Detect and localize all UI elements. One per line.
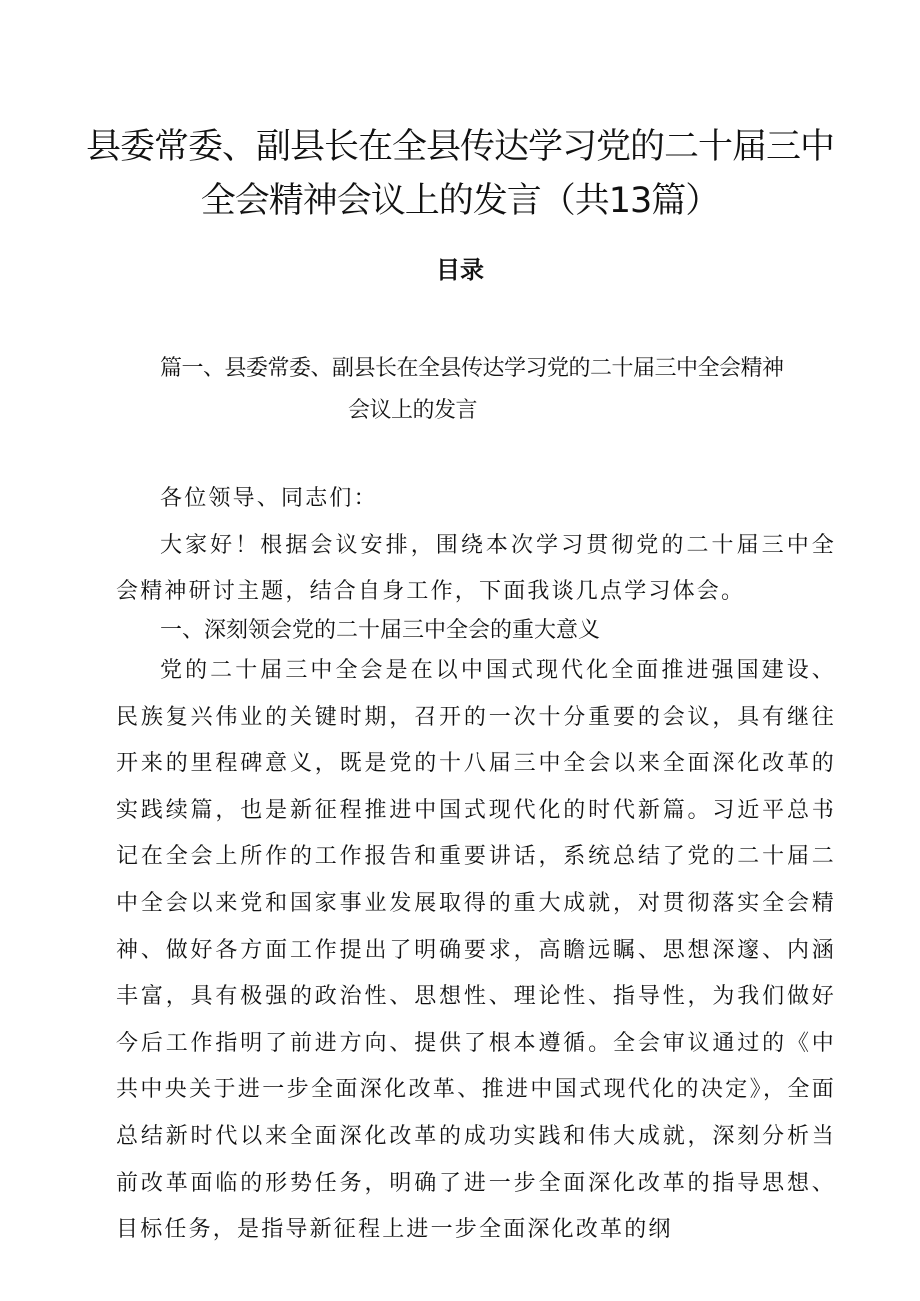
salutation-block <box>116 476 836 616</box>
intro-paragraph: 大家好！根据会议安排，围绕本次学习贯彻党的二十届三中全会精神研讨主题，结合自身工作，下面我谈几点学习体会。 <box>116 532 836 605</box>
toc-entry <box>160 348 840 432</box>
salutation: 各位领导、同志们： <box>160 486 378 511</box>
section-body <box>116 648 836 1254</box>
toc-entry-line-1: 篇一、县委常委、副县长在全县传达学习党的二十届三中全会精神 <box>160 356 784 381</box>
toc-heading: 目录 <box>436 256 484 284</box>
document-title <box>80 120 840 228</box>
toc-entry-line-2: 会议上的发言 <box>348 398 478 423</box>
title-line-2: 全会精神会议上的发言（共13篇） <box>200 181 720 221</box>
title-line-1: 县委常委、副县长在全县传达学习党的二十届三中 <box>85 127 834 167</box>
section-paragraph: 党的二十届三中全会是在以中国式现代化全面推进强国建设、民族复兴伟业的关键时期，召开的一次十分重要的会议，具有继往开来的里程碑意义，既是党的十八届三中全会以来全面深化改革的实践续篇，也是新征程推进中国式现代化的时代新篇。习近平总书记在全会上所作的工作报告和重要讲话，系统总结了党的二十届二中全会以来党和国家事业发展取得的重大成就，对贯彻落实全会精神、做好各方面工作提出了明确要求，高瞻远瞩、思想深邃、内涵丰富，具有极强的政治性、思想性、理论性、指导性，为我们做好今后工作指明了前进方向、提供了根本遵循。全会审议通过的《中共中央关于进一步全面深化改革、推进中国式现代化的决定》，全面总结新时代以来全面深化改革的成功实践和伟大成就，深刻分析当前改革面临的形势任务，明确了进一步全面深化改革的指导思想、目标任务，是指导新征程上进一步全面深化改革的纲 <box>116 658 836 1243</box>
section-heading: 一、深刻领会党的二十届三中全会的重大意义 <box>160 618 601 643</box>
